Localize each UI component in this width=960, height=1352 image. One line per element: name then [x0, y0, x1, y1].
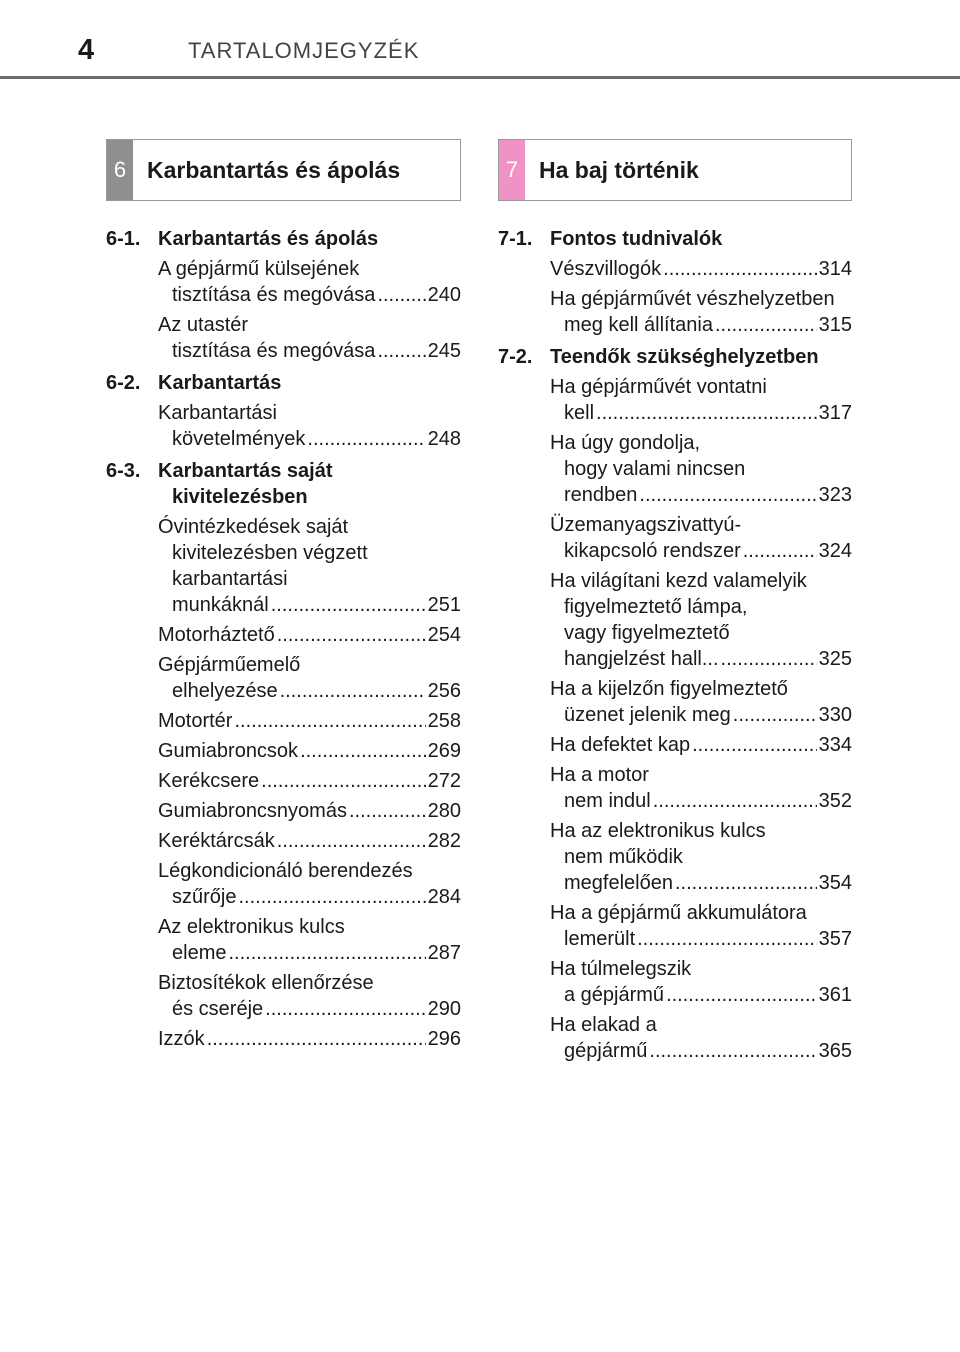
entry-text-line: tisztítása és megóvása — [172, 340, 376, 362]
chapter-header — [106, 139, 461, 201]
section-title-line: Karbantartás saját — [158, 460, 333, 482]
entry-text-line: a gépjármű — [564, 984, 665, 1006]
chapter-title: Ha baj történik — [539, 156, 699, 183]
entry-last-line — [550, 482, 852, 508]
entry-last-line — [158, 1026, 461, 1052]
page-ref: 325 — [818, 648, 852, 670]
entry-text-line: üzenet jelenik meg — [564, 704, 731, 726]
dot-leader — [234, 708, 425, 734]
entry-text-line: nem működik — [564, 846, 683, 868]
toc-entry[interactable] — [550, 568, 852, 672]
toc-entry[interactable] — [158, 970, 461, 1022]
entry-list — [550, 374, 852, 1064]
dot-leader — [733, 702, 817, 728]
entry-text-line: Kerékcsere — [158, 770, 260, 792]
page-ref: 272 — [427, 770, 461, 792]
toc-entry[interactable] — [550, 374, 852, 426]
page-ref: 296 — [427, 1028, 461, 1050]
page-ref: 284 — [427, 886, 461, 908]
section-title — [158, 370, 281, 396]
toc-entry[interactable] — [550, 900, 852, 952]
entry-last-line — [158, 338, 461, 364]
entry-text-line: Ha gépjárművét vészhelyzetben — [550, 288, 835, 310]
toc-entry[interactable] — [550, 1012, 852, 1064]
dot-leader — [349, 798, 426, 824]
page-ref: 248 — [427, 428, 461, 450]
page-ref: 256 — [427, 680, 461, 702]
section-number: 6-3. — [106, 460, 141, 482]
entry-text-line: Ha a motor — [550, 764, 649, 786]
dot-leader — [261, 768, 425, 794]
toc-section — [106, 370, 461, 452]
entry-text-line: Vészvillogók — [550, 258, 662, 280]
entry-text-line: Ha elakad a — [550, 1014, 657, 1036]
dot-leader — [300, 738, 426, 764]
entry-last-line — [158, 940, 461, 966]
entry-text-line: Az elektronikus kulcs — [158, 916, 345, 938]
page-ref: 323 — [818, 484, 852, 506]
entry-text-line: Az utastér — [158, 314, 249, 336]
toc-entry[interactable] — [550, 676, 852, 728]
dot-leader — [663, 256, 816, 282]
section-heading — [106, 226, 461, 252]
page-ref: 314 — [818, 258, 852, 280]
page-ref: 251 — [427, 594, 461, 616]
dot-leader — [596, 400, 817, 426]
entry-last-line — [550, 732, 852, 758]
toc-section — [106, 226, 461, 364]
entry-text-line: Üzemanyagszivattyú- — [550, 514, 742, 536]
toc-entry[interactable] — [158, 622, 461, 648]
entry-text-line: Gépjárműemelő — [158, 654, 301, 676]
dot-leader — [307, 426, 425, 452]
toc-entry[interactable] — [158, 768, 461, 794]
chapter-number-tab: 7 — [499, 140, 525, 200]
entry-last-line — [158, 678, 461, 704]
entry-last-line — [550, 1038, 852, 1064]
chapter-header — [498, 139, 852, 201]
entry-text-line: Ha a kijelzőn figyelmeztető — [550, 678, 788, 700]
toc-entry[interactable] — [158, 738, 461, 764]
section-list — [106, 226, 461, 1052]
entry-text-line: kikapcsoló rendszer — [564, 540, 741, 562]
entry-text-line: Gumiabroncsok — [158, 740, 299, 762]
entry-last-line — [550, 788, 852, 814]
section-title — [158, 458, 333, 510]
toc-section — [498, 344, 852, 1064]
section-title — [550, 344, 819, 370]
toc-entry[interactable] — [550, 286, 852, 338]
entry-text-line: követelmények — [172, 428, 306, 450]
page-ref: 365 — [818, 1040, 852, 1062]
toc-entry[interactable] — [550, 512, 852, 564]
entry-last-line — [158, 996, 461, 1022]
chapter-column — [498, 139, 852, 1070]
toc-entry[interactable] — [158, 514, 461, 618]
page-ref: 245 — [427, 340, 461, 362]
toc-entry[interactable] — [550, 732, 852, 758]
entry-text-line: Izzók — [158, 1028, 205, 1050]
entry-text-line: meg kell állítania — [564, 314, 713, 336]
entry-text-line: Motortér — [158, 710, 233, 732]
dot-leader — [639, 482, 816, 508]
entry-list — [158, 400, 461, 452]
section-heading — [106, 370, 461, 396]
entry-last-line — [550, 646, 852, 672]
entry-text-line: Ha az elektronikus kulcs — [550, 820, 766, 842]
section-list — [498, 226, 852, 1064]
toc-entry[interactable] — [550, 956, 852, 1008]
entry-text-line: hangjelzést hall... — [564, 648, 719, 670]
entry-list — [550, 256, 852, 338]
entry-text-line: Ha világítani kezd valamelyik — [550, 570, 807, 592]
page-ref: 352 — [818, 790, 852, 812]
section-heading — [498, 226, 852, 252]
page-header — [0, 0, 960, 80]
dot-leader — [675, 870, 817, 896]
entry-text-line: kivitelezésben végzett — [172, 542, 368, 564]
entry-text-line: és cseréje — [172, 998, 264, 1020]
header-rule — [0, 76, 960, 79]
toc-entry[interactable] — [550, 430, 852, 508]
dot-leader — [228, 940, 425, 966]
entry-text-line: Gumiabroncsnyomás — [158, 800, 347, 822]
dot-leader — [721, 646, 817, 672]
toc-entry[interactable] — [158, 828, 461, 854]
dot-leader — [238, 884, 425, 910]
entry-last-line — [550, 982, 852, 1008]
page-title: TARTALOMJEGYZÉK — [188, 38, 420, 63]
page-ref: 240 — [427, 284, 461, 306]
dot-leader — [715, 312, 817, 338]
entry-last-line — [158, 828, 461, 854]
entry-text-line: karbantartási — [172, 568, 288, 590]
dot-leader — [743, 538, 817, 564]
toc-entry[interactable] — [158, 798, 461, 824]
entry-text-line: A gépjármű külsejének — [158, 258, 360, 280]
entry-last-line — [550, 312, 852, 338]
dot-leader — [277, 828, 426, 854]
dot-leader — [271, 592, 426, 618]
entry-last-line — [158, 622, 461, 648]
entry-last-line — [158, 738, 461, 764]
page-ref: 315 — [818, 314, 852, 336]
entry-last-line — [158, 282, 461, 308]
entry-last-line — [550, 702, 852, 728]
page-ref: 280 — [427, 800, 461, 822]
toc-entry[interactable] — [158, 858, 461, 910]
toc-entry[interactable] — [158, 914, 461, 966]
page-ref: 334 — [818, 734, 852, 756]
page-ref: 254 — [427, 624, 461, 646]
entry-text-line: Ha úgy gondolja, — [550, 432, 701, 454]
dot-leader — [207, 1026, 426, 1052]
entry-text-line: elhelyezése — [172, 680, 278, 702]
entry-text-line: Ha túlmelegszik — [550, 958, 692, 980]
entry-text-line: szűrője — [172, 886, 237, 908]
toc-entry[interactable] — [158, 256, 461, 308]
page-ref: 330 — [818, 704, 852, 726]
dot-leader — [666, 982, 817, 1008]
entry-text-line: Óvintézkedések saját — [158, 516, 349, 538]
page-ref: 282 — [427, 830, 461, 852]
entry-list — [158, 256, 461, 364]
dot-leader — [280, 678, 426, 704]
entry-last-line — [158, 708, 461, 734]
entry-last-line — [550, 538, 852, 564]
chapter-title: Karbantartás és ápolás — [147, 156, 401, 183]
entry-text-line: figyelmeztető lámpa, — [564, 596, 748, 618]
entry-last-line — [158, 592, 461, 618]
entry-text-line: vagy figyelmeztető — [564, 622, 730, 644]
entry-last-line — [550, 870, 852, 896]
entry-text-line: Biztosítékok ellenőrzése — [158, 972, 374, 994]
entry-text-line: Ha defektet kap — [550, 734, 691, 756]
toc-section — [498, 226, 852, 338]
entry-text-line: kell — [564, 402, 595, 424]
dot-leader — [637, 926, 816, 952]
section-heading — [106, 458, 461, 510]
section-title — [550, 226, 722, 252]
entry-last-line — [550, 400, 852, 426]
entry-text-line: hogy valami nincsen — [564, 458, 746, 480]
section-heading — [498, 344, 852, 370]
entry-last-line — [158, 426, 461, 452]
entry-text-line: tisztítása és megóvása — [172, 284, 376, 306]
dot-leader — [649, 1038, 816, 1064]
toc-entry[interactable] — [158, 400, 461, 452]
section-title-line: kivitelezésben — [172, 486, 308, 508]
dot-leader — [277, 622, 426, 648]
entry-text-line: Keréktárcsák — [158, 830, 275, 852]
entry-text-line: megfelelően — [564, 872, 673, 894]
dot-leader — [653, 788, 817, 814]
toc-section — [106, 458, 461, 1052]
entry-text-line: Ha gépjárművét vontatni — [550, 376, 767, 398]
entry-text-line: eleme — [172, 942, 227, 964]
entry-list — [158, 514, 461, 1052]
entry-text-line: Ha a gépjármű akkumulátora — [550, 902, 807, 924]
section-title-line: Fontos tudnivalók — [550, 228, 723, 250]
section-number: 6-1. — [106, 228, 141, 250]
section-title-line: Karbantartás — [158, 372, 282, 394]
toc-entry[interactable] — [158, 312, 461, 364]
dot-leader — [265, 996, 425, 1022]
dot-leader — [377, 282, 425, 308]
page-ref: 290 — [427, 998, 461, 1020]
dot-leader — [377, 338, 425, 364]
chapter-number-tab: 6 — [107, 140, 133, 200]
entry-text-line: Légkondicionáló berendezés — [158, 860, 413, 882]
page-ref: 287 — [427, 942, 461, 964]
entry-text-line: lemerült — [564, 928, 636, 950]
toc-entry[interactable] — [550, 256, 852, 282]
dot-leader — [692, 732, 817, 758]
chapter-column — [106, 139, 461, 1058]
section-number: 6-2. — [106, 372, 141, 394]
page-ref: 361 — [818, 984, 852, 1006]
page-ref: 354 — [818, 872, 852, 894]
toc-entry[interactable] — [550, 818, 852, 896]
section-number: 7-1. — [498, 228, 533, 250]
entry-last-line — [158, 884, 461, 910]
entry-text-line: Motorháztető — [158, 624, 275, 646]
entry-last-line — [550, 256, 852, 282]
page-ref: 357 — [818, 928, 852, 950]
toc-entry[interactable] — [550, 762, 852, 814]
page-ref: 324 — [818, 540, 852, 562]
toc-entry[interactable] — [158, 708, 461, 734]
entry-last-line — [158, 798, 461, 824]
section-title — [158, 226, 378, 252]
page-ref: 258 — [427, 710, 461, 732]
section-number: 7-2. — [498, 346, 533, 368]
entry-text-line: Karbantartási — [158, 402, 277, 424]
entry-text-line: nem indul — [564, 790, 651, 812]
entry-last-line — [158, 768, 461, 794]
toc-entry[interactable] — [158, 652, 461, 704]
section-title-line: Karbantartás és ápolás — [158, 228, 379, 250]
page-ref: 317 — [818, 402, 852, 424]
page-ref: 269 — [427, 740, 461, 762]
entry-text-line: munkáknál — [172, 594, 269, 616]
entry-text-line: rendben — [564, 484, 638, 506]
section-title-line: Teendők szükséghelyzetben — [550, 346, 819, 368]
page-number: 4 — [78, 34, 95, 66]
entry-last-line — [550, 926, 852, 952]
toc-entry[interactable] — [158, 1026, 461, 1052]
entry-text-line: gépjármű — [564, 1040, 648, 1062]
